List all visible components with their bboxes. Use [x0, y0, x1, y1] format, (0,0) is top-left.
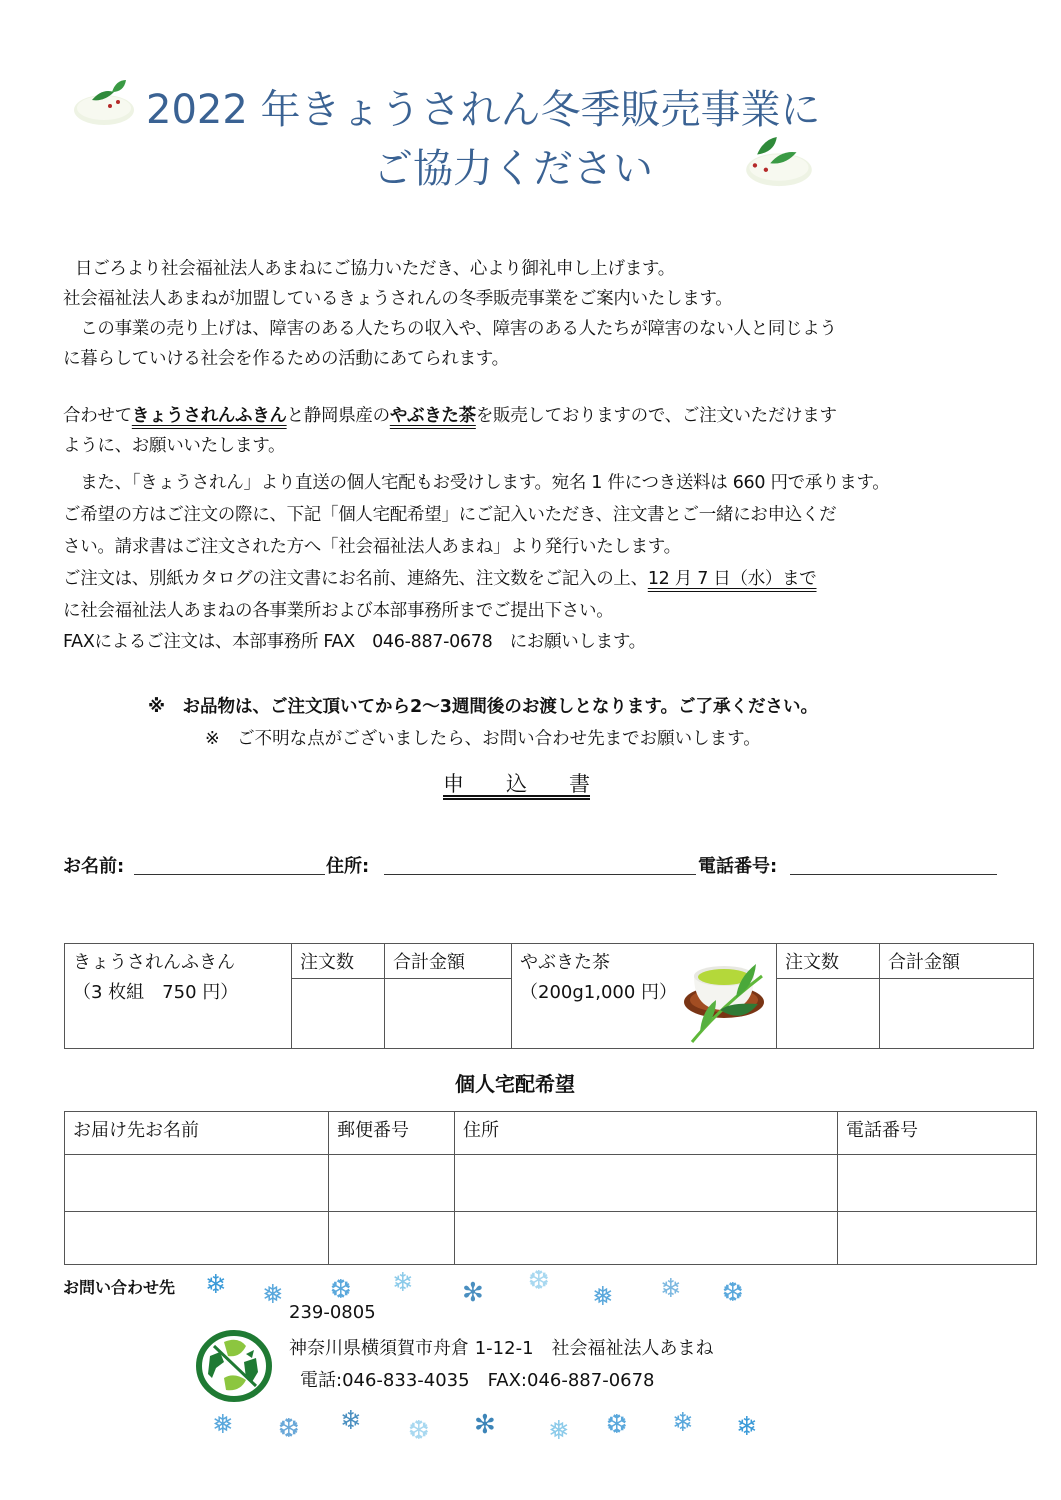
phone-input[interactable] — [838, 1212, 1037, 1265]
snow-rabbit-icon — [72, 78, 136, 126]
order-text: に社会福祉法人あまねの各事業所および本部事務所までご提出下さい。 — [63, 601, 614, 621]
snowflake-icon: ❄ — [736, 1412, 758, 1442]
address-header: 住所 — [455, 1112, 838, 1155]
fukin-qty-input[interactable] — [292, 979, 385, 1049]
product-fukin-cell — [65, 944, 292, 1049]
snowflake-icon: ❄ — [672, 1408, 694, 1438]
phone-field[interactable] — [790, 874, 997, 875]
phone-input[interactable] — [838, 1155, 1037, 1212]
form-heading: 申 込 書 — [443, 772, 590, 796]
address-field[interactable] — [384, 874, 696, 875]
name-label: お名前: — [63, 856, 125, 877]
delivery-note: ※ お品物は、ご注文頂いてから2～3週間後のお渡しとなります。ご了承ください。 — [148, 697, 818, 717]
product-tea-price: （200g1,000 円） — [520, 982, 678, 1003]
snowflake-icon: ✻ — [462, 1278, 484, 1308]
address-label: 住所: — [326, 856, 370, 877]
amane-logo-icon — [194, 1328, 274, 1408]
green-tea-cup-icon — [680, 948, 772, 1049]
snowflake-icon: ❅ — [548, 1416, 570, 1446]
snow-rabbit-icon — [744, 134, 814, 188]
snowflake-icon: ❅ — [262, 1280, 284, 1310]
total-header: 合計金額 — [385, 944, 512, 979]
snowflake-icon: ❆ — [278, 1414, 300, 1444]
product-fukin-name: きょうされんふきん — [73, 952, 235, 973]
snowflake-icon: ❄ — [205, 1270, 227, 1300]
products-text-mid: と静岡県産の — [286, 406, 390, 426]
fukin-total-input[interactable] — [385, 979, 512, 1049]
qty-header: 注文数 — [777, 944, 880, 979]
order-text — [63, 565, 817, 590]
phone-header: 電話番号 — [838, 1112, 1037, 1155]
tea-qty-input[interactable] — [777, 979, 880, 1049]
snowflake-icon: ❅ — [212, 1410, 234, 1440]
products-text-post: を販売しておりますので、ご注文いただけます — [475, 406, 837, 426]
intro-text: 日ごろより社会福祉法人あまねにご協力いただき、心より御礼申し上げます。 — [75, 259, 675, 279]
product-fukin-price: （3 枚組 750 円） — [73, 982, 239, 1003]
intro-text: 社会福祉法人あまねが加盟しているきょうされんの冬季販売事業をご案内いたします。 — [63, 289, 733, 309]
postal-code-header: 郵便番号 — [329, 1112, 455, 1155]
order-text-pre: ご注文は、別紙カタログの注文書にお名前、連絡先、注文数をご記入の上、 — [63, 569, 648, 589]
name-field[interactable] — [134, 874, 325, 875]
contact-phone-fax: 電話:046-833-4035 FAX:046-887-0678 — [300, 1370, 655, 1391]
phone-label: 電話番号: — [698, 856, 778, 877]
products-text — [63, 402, 837, 427]
snowflake-icon: ❄ — [392, 1268, 414, 1298]
snowflake-icon: ❆ — [722, 1278, 744, 1308]
delivery-heading: 個人宅配希望 — [455, 1072, 575, 1096]
delivery-text: ご希望の方はご注文の際に、下記「個人宅配希望」にご記入いただき、注文書とご一緒にお申込くだ — [63, 505, 837, 525]
contact-address: 神奈川県横須賀市舟倉 1-12-1 社会福祉法人あまね — [289, 1338, 714, 1359]
snowflake-icon: ❆ — [408, 1416, 430, 1446]
snowflake-icon: ✻ — [474, 1410, 496, 1440]
snowflake-icon: ❄ — [660, 1274, 682, 1304]
intro-text: この事業の売り上げは、障害のある人たちの収入や、障害のある人たちが障害のない人と同じよう — [63, 319, 837, 339]
page-title-line1: 2022 年きょうされん冬季販売事業に — [146, 87, 821, 133]
snowflake-icon: ❅ — [592, 1282, 614, 1312]
order-table — [64, 943, 1034, 1049]
products-text: ように、お願いいたします。 — [63, 436, 286, 456]
intro-text: に暮らしていける社会を作るための活動にあてられます。 — [63, 349, 509, 369]
snowflake-icon: ❆ — [528, 1266, 550, 1296]
product-tea-highlight: やぶきた茶 — [389, 406, 476, 426]
delivery-table — [64, 1111, 1037, 1265]
address-input[interactable] — [455, 1155, 838, 1212]
qty-header: 注文数 — [292, 944, 385, 979]
delivery-text: また、「きょうされん」より直送の個人宅配もお受けします。宛名 1 件につき送料は 660 円で承ります。 — [63, 473, 890, 493]
page-title-line2: ご協力ください — [373, 146, 653, 192]
tea-total-input[interactable] — [880, 979, 1034, 1049]
inquiry-note: ※ ご不明な点がございましたら、お問い合わせ先までお願いします。 — [205, 729, 761, 749]
address-input[interactable] — [455, 1212, 838, 1265]
order-deadline: 12 月 7 日（水）まで — [647, 569, 817, 589]
recipient-name-input[interactable] — [65, 1212, 329, 1265]
postal-code-input[interactable] — [329, 1155, 455, 1212]
product-fukin-highlight: きょうされんふきん — [131, 406, 287, 426]
product-tea-cell — [512, 944, 777, 1049]
postal-code-input[interactable] — [329, 1212, 455, 1265]
product-tea-name: やぶきた茶 — [520, 952, 610, 973]
snowflake-icon: ❆ — [330, 1275, 352, 1305]
snowflake-icon: ❄ — [340, 1406, 362, 1436]
total-header: 合計金額 — [880, 944, 1034, 979]
fax-text: FAXによるご注文は、本部事務所 FAX 046-887-0678 にお願いします。 — [63, 632, 646, 652]
snowflake-icon: ❆ — [606, 1410, 628, 1440]
contact-label: お問い合わせ先 — [63, 1278, 176, 1297]
products-text-pre: 合わせて — [63, 406, 132, 426]
recipient-name-header: お届け先お名前 — [65, 1112, 329, 1155]
contact-postal-code: 239-0805 — [289, 1302, 376, 1323]
delivery-text: さい。請求書はご注文された方へ「社会福祉法人あまね」より発行いたします。 — [63, 537, 681, 557]
recipient-name-input[interactable] — [65, 1155, 329, 1212]
